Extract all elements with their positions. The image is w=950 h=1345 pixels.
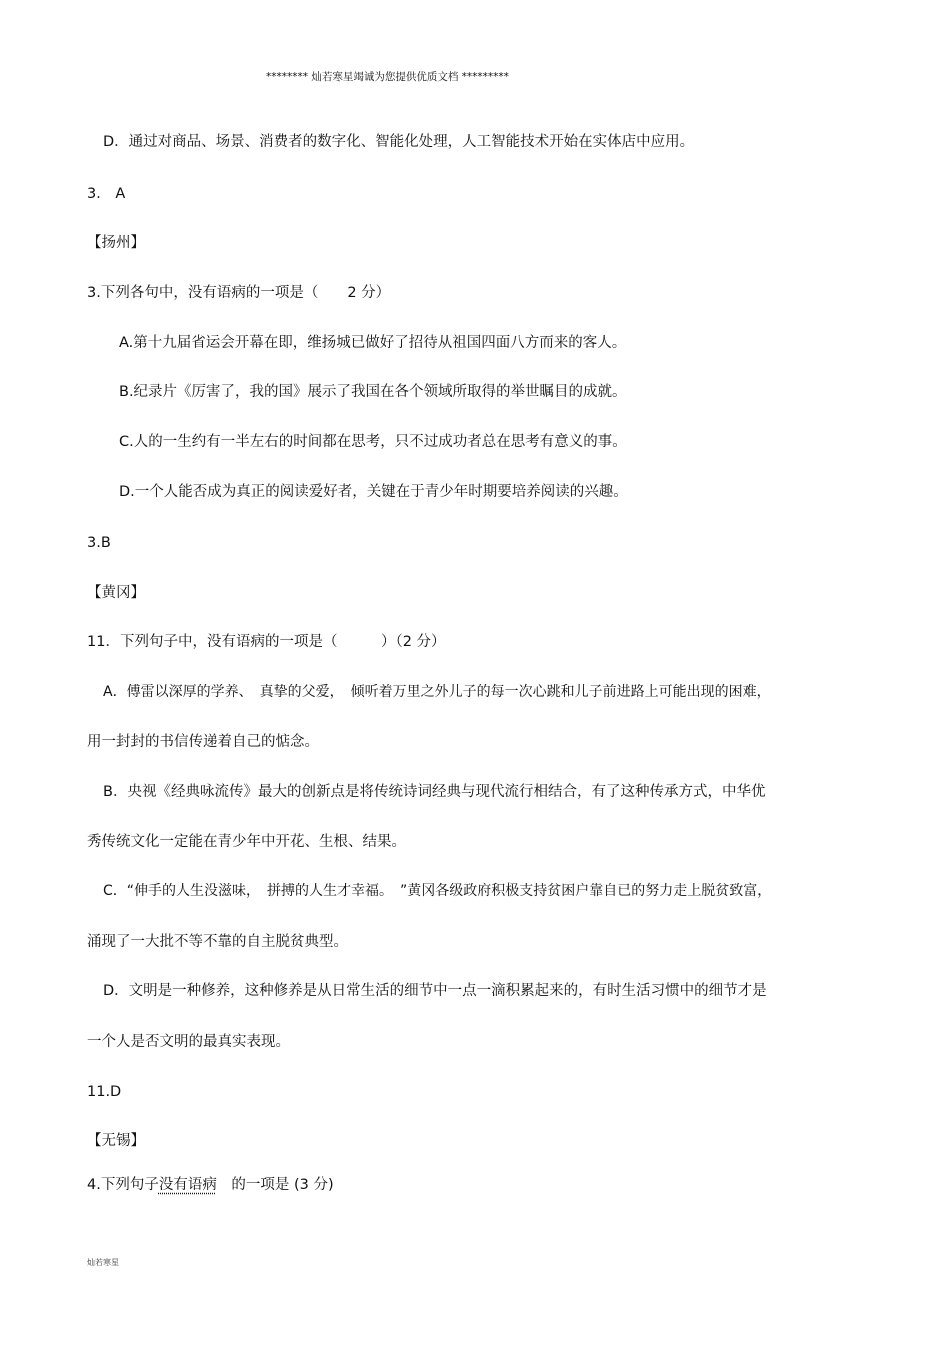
- page-footer: 灿若寒星: [87, 1258, 119, 1267]
- question-3: 3.下列各句中，没有语病的一项是（ 2 分）: [87, 285, 391, 301]
- option-c-line1: C．“伸手的人生没滋味， 拼搏的人生才幸福。 ”黄冈各级政府积极支持贫困户靠自已的努力走上脱贫致富，: [103, 883, 772, 899]
- option-d-line1: D．文明是一种修养，这种修养是从日常生活的细节中一点一滴积累起来的，有时生活习惯中的细节才是: [103, 983, 767, 999]
- page-header: ******** 灿若寒星竭诚为您提供优质文档 *********: [266, 71, 509, 83]
- option-a-line1: A．傅雷以深厚的学养、 真挚的父爱， 倾听着万里之外儿子的每一次心跳和儿子前进路上可能出现的困难，: [103, 684, 771, 700]
- source-label-huanggang: 【黄冈】: [87, 585, 145, 601]
- option-b: B.纪录片《厉害了，我的国》展示了我国在各个领域所取得的举世瞩目的成就。: [119, 384, 627, 400]
- answer-3b: 3.B: [87, 535, 111, 551]
- source-label-wuxi: 【无锡】: [87, 1133, 145, 1149]
- option-c-line2: 涌现了一大批不等不靠的自主脱贫典型。: [87, 934, 348, 950]
- option-d-line2: 一个人是否文明的最真实表现。: [87, 1034, 290, 1050]
- option-c: C.人的一生约有一半左右的时间都在思考，只不过成功者总在思考有意义的事。: [119, 434, 627, 450]
- question-4-suffix: 的一项是 (3 分): [216, 1177, 334, 1193]
- answer-11: 11.D: [87, 1084, 122, 1100]
- option-d-text: D．通过对商品、场景、消费者的数字化、智能化处理，人工智能技术开始在实体店中应用。: [103, 134, 695, 150]
- question-4-emphasis: 没有语病: [158, 1177, 217, 1193]
- question-4: [87, 1175, 334, 1195]
- question-4-prefix: 4.下列句子: [87, 1177, 159, 1193]
- option-b-line1: B．央视《经典咏流传》最大的创新点是将传统诗词经典与现代流行相结合，有了这种传承方式，中华优: [103, 784, 766, 800]
- option-b-line2: 秀传统文化一定能在青少年中开花、生根、结果。: [87, 834, 406, 850]
- question-11: 11．下列句子中，没有语病的一项是（ ）（2 分）: [87, 634, 446, 650]
- source-label-yangzhou: 【扬州】: [87, 235, 145, 251]
- answer-3: 3． A: [87, 186, 126, 202]
- option-a-line2: 用一封封的书信传递着自己的惦念。: [87, 734, 319, 750]
- option-d: D.一个人能否成为真正的阅读爱好者，关键在于青少年时期要培养阅读的兴趣。: [119, 484, 628, 500]
- option-a: A.第十九届省运会开幕在即，维扬城已做好了招待从祖国四面八方而来的客人。: [119, 335, 627, 351]
